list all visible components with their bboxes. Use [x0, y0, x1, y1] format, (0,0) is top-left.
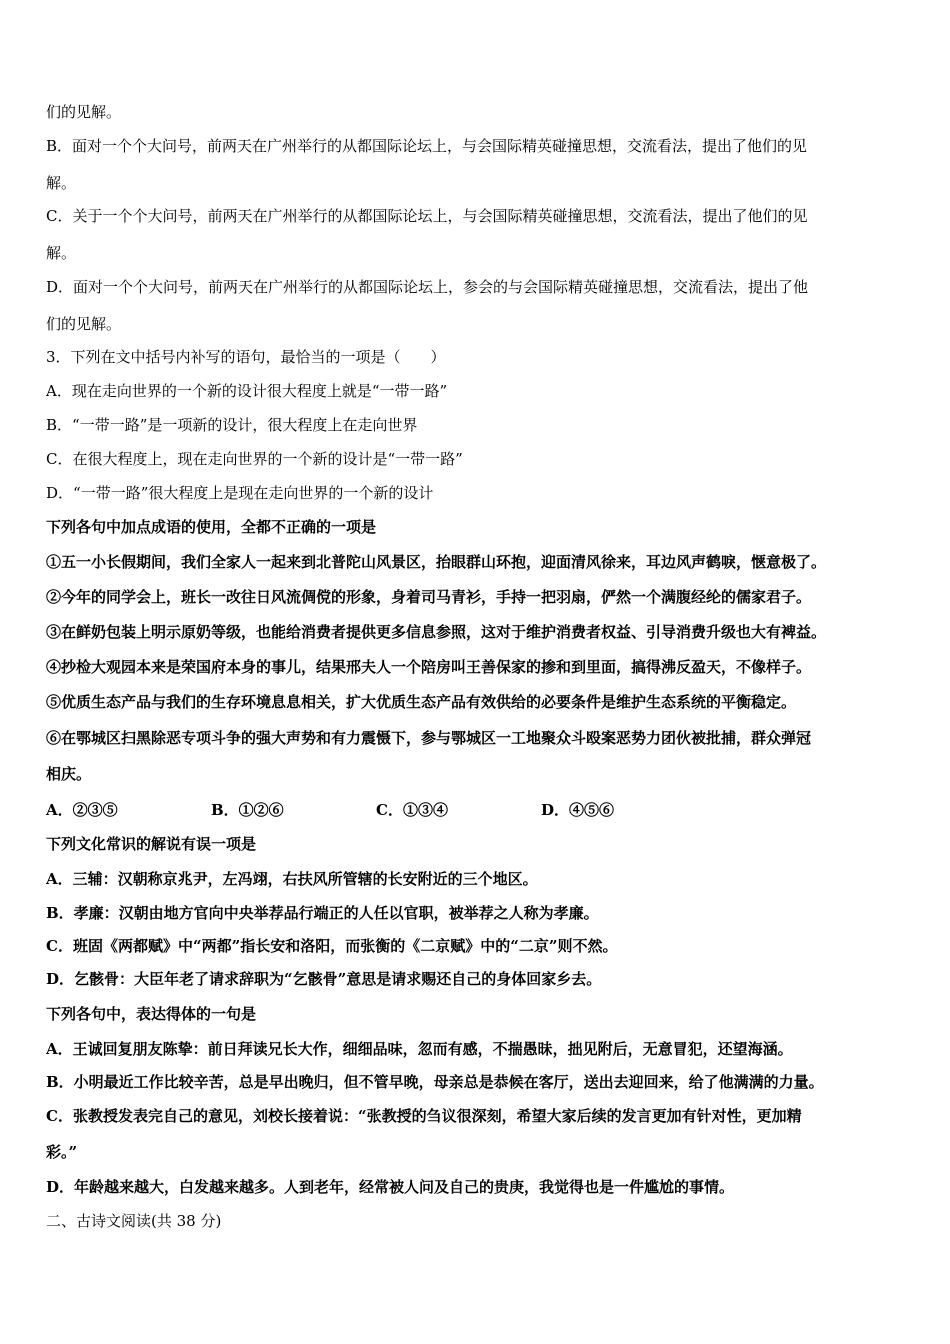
q4-stem: 下列各句中加点成语的使用，全都不正确的一项是	[46, 518, 377, 536]
q4-sentence-2: ②今年的同学会上，班长一改往日风流倜傥的形象，身着司马青衫，手持一把羽扇，俨然一个满腹经纶的儒家君子。	[46, 588, 812, 606]
q4-sentence-5: ⑤优质生态产品与我们的生存环境息息相关，扩大优质生态产品有效供给的必要条件是维护生态系统的平衡稳定。	[46, 693, 797, 711]
q5-option-d: D．乞骸骨：大臣年老了请求辞职为“乞骸骨”意思是请求赐还自己的身体回家乡去。	[46, 970, 602, 988]
q4-sentence-6-continuation: 相庆。	[46, 765, 92, 783]
q4-option-d: D．④⑤⑥	[541, 801, 615, 819]
q5-option-a: A．三辅：汉朝称京兆尹，左冯翊，右扶风所管辖的长安附近的三个地区。	[46, 870, 538, 888]
q2-option-b: B．面对一个个大问号，前两天在广州举行的从都国际论坛上，与会国际精英碰撞思想，交流看法，提出了他们的见	[46, 137, 808, 155]
q6-stem: 下列各句中，表达得体的一句是	[46, 1005, 257, 1023]
section-heading: 二、古诗文阅读(共 38 分)	[46, 1212, 222, 1230]
q6-option-c-continuation: 彩。”	[46, 1143, 78, 1161]
q3-option-b: B．“一带一路”是一项新的设计，很大程度上在走向世界	[46, 416, 418, 434]
q3-stem: 3．下列在文中括号内补写的语句，最恰当的一项是（ ）	[46, 348, 446, 366]
q2-option-d: D．面对一个个大问号，前两天在广州举行的从都国际论坛上，参会的与会国际精英碰撞思想，交流看法，提出了他	[46, 278, 809, 296]
q4-option-a: A．②③⑤	[46, 801, 118, 819]
q3-option-c: C．在很大程度上，现在走向世界的一个新的设计是“一带一路”	[46, 450, 463, 468]
q4-option-b: B．①②⑥	[211, 801, 284, 819]
q2-option-c: C．关于一个个大问号，前两天在广州举行的从都国际论坛上，与会国际精英碰撞思想，交流看法，提出了他们的见	[46, 207, 808, 225]
q2-option-d-continuation: 们的见解。	[46, 315, 122, 333]
q2-option-b-continuation: 解。	[46, 174, 77, 192]
q6-option-d: D．年龄越来越大，白发越来越多。人到老年，经常被人问及自己的贵庚，我觉得也是一件尴尬的事情。	[46, 1178, 735, 1196]
q6-option-c: C．张教授发表完自己的意见，刘校长接着说：“张教授的刍议很深刻，希望大家后续的发言更加有针对性，更加精	[46, 1107, 802, 1125]
q6-option-b: B．小明最近工作比较辛苦，总是早出晚归，但不管早晚，母亲总是恭候在客厅，送出去迎回来，给了他满满的力量。	[46, 1073, 824, 1091]
q4-option-c: C．①③④	[376, 801, 448, 819]
q5-option-c: C．班固《两都赋》中“两都”指长安和洛阳，而张衡的《二京赋》中的“二京”则不然。	[46, 937, 618, 955]
q5-option-b: B．孝廉：汉朝由地方官向中央举荐品行端正的人任以官职，被举荐之人称为孝廉。	[46, 904, 599, 922]
q6-option-a: A．王诚回复朋友陈挚：前日拜读兄长大作，细细品味，忽而有感，不揣愚昧，拙见附后，无意冒犯，还望海涵。	[46, 1040, 793, 1058]
q3-option-d: D．“一带一路”很大程度上是现在走向世界的一个新的设计	[46, 484, 434, 502]
q4-options	[46, 800, 706, 820]
q4-sentence-1: ①五一小长假期间，我们全家人一起来到北普陀山风景区，抬眼群山环抱，迎面清风徐来，耳边风声鹤唳，惬意极了。	[46, 553, 827, 571]
q4-sentence-3: ③在鲜奶包装上明示原奶等级，也能给消费者提供更多信息参照，这对于维护消费者权益、引导消费升级也大有裨益。	[46, 623, 827, 641]
q4-sentence-4: ④抄检大观园本来是荣国府本身的事儿，结果邢夫人一个陪房叫王善保家的掺和到里面，搞得沸反盈天，不像样子。	[46, 658, 812, 676]
q3-option-a: A．现在走向世界的一个新的设计很大程度上就是“一带一路”	[46, 382, 448, 400]
q2-option-c-continuation: 解。	[46, 244, 77, 262]
q5-stem: 下列文化常识的解说有误一项是	[46, 835, 257, 853]
q2-option-a-continuation: 们的见解。	[46, 103, 122, 121]
q4-sentence-6: ⑥在鄂城区扫黑除恶专项斗争的强大声势和有力震慑下，参与鄂城区一工地聚众斗殴案恶势力团伙被批捕，群众弹冠	[46, 729, 812, 747]
